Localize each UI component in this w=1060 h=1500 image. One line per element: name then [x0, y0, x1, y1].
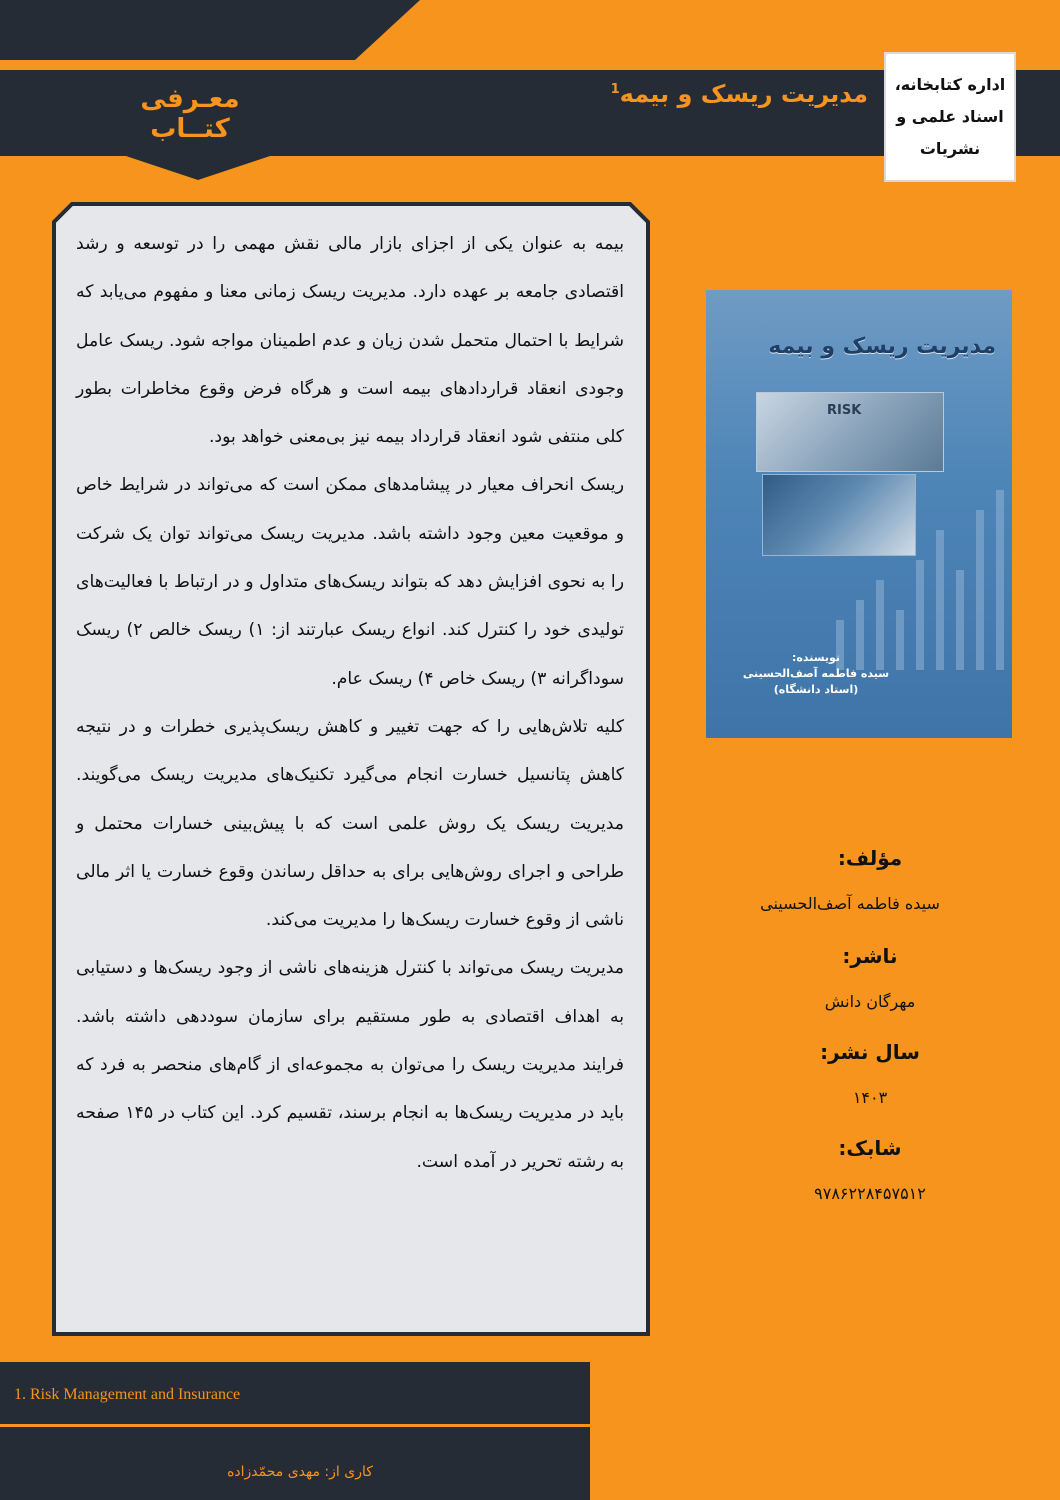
footer-banner: [0, 1362, 1060, 1500]
section-label: معـرفی کتــاب: [140, 84, 240, 144]
book-title-heading: [508, 80, 868, 108]
year-value: ۱۴۰۳: [852, 1088, 888, 1107]
isbn-label: شابک:: [838, 1136, 902, 1160]
cover-title: مدیریت ریسک و بیمه: [768, 334, 996, 359]
cover-author-name: سیده فاطمه آصف‌الحسینی: [742, 667, 890, 680]
description-paragraph: ریسک انحراف معیار در پیشامدهای ممکن است که می‌تواند در شرایط خاص و موقعیت معین وجود داشته باشد. مدیریت ریسک می‌تواند توان یک شرکت را به نحوی افزایش دهد که بتواند ریسک‌های متداول و در ارتباط با فعالیت‌های تولیدی خود را کنترل کند. انواع ریسک عبارتند از: ۱) ریسک خالص ۲) ریسک سوداگرانه ۳) ریسک خاص ۴) ریسک عام.: [76, 475, 624, 689]
cover-bar-chart-graphic: [706, 470, 1012, 670]
cover-author-block: [716, 650, 916, 698]
footnote-text: 1. Risk Management and Insurance: [14, 1386, 241, 1403]
book-title-text: مدیریت ریسک و بیمه: [619, 80, 868, 108]
description-paragraph: مدیریت ریسک می‌تواند با کنترل هزینه‌های ناشی از وجود ریسک‌ها و دستیابی به اهداف اقتصادی به طور مستقیم برای سازمان سوددهی داشته باشد. فرایند مدیریت ریسک را می‌توان به مجموعه‌ای از گام‌های منحصر به فرد که باید در مدیریت ریسک‌ها به انجام برسند، تقسیم کرد. این کتاب در ۱۴۵ صفحه به رشته تحریر در آمده است.: [76, 958, 624, 1172]
credit-text: کاری از: مهدی محمّدزاده: [227, 1464, 373, 1480]
cover-author-label: نویسنده:: [791, 651, 841, 664]
footnote-mark: 1: [610, 82, 620, 97]
cover-photo-word: RISK: [827, 403, 862, 418]
publisher-label: ناشر:: [842, 944, 898, 968]
office-name-box: اداره کتابخانه، اسناد علمی و نشریات: [884, 52, 1016, 182]
cover-author-role: (استاد دانشگاه): [773, 683, 859, 696]
isbn-value: ۹۷۸۶۲۲۸۴۵۷۵۱۲: [814, 1184, 926, 1203]
book-description: [76, 220, 624, 1310]
cover-photo-top: [756, 392, 944, 472]
year-label: سال نشر:: [820, 1040, 920, 1064]
book-cover-image: [706, 290, 1012, 738]
author-value: سیده فاطمه آصف‌الحسینی: [760, 894, 940, 913]
description-paragraph: کلیه تلاش‌هایی را که جهت تغییر و کاهش ریسک‌پذیری خطرات و در نتیجه کاهش پتانسیل خسارت انجام می‌گیرد تکنیک‌های مدیریت ریسک می‌گویند. مدیریت ریسک یک روش علمی است که با پیش‌بینی خسارات محتمل و طراحی و اجرای روش‌هایی برای به حداقل رساندن وقوع خسارت یا اثر مالی ناشی از وقوع خسارت ریسک‌ها را مدیریت می‌کند.: [76, 716, 624, 931]
publisher-value: مهرگان دانش: [824, 992, 916, 1011]
description-paragraph: بیمه به عنوان یکی از اجزای بازار مالی نقش مهمی را در توسعه و رشد اقتصادی جامعه بر عهده دارد. مدیریت ریسک زمانی معنا و مفهوم می‌یابد که شرایط با احتمال متحمل شدن زیان و عدم اطمینان مواجه شود. ریسک عامل وجودی انعقاد قراردادهای بیمه است و هرگاه فرض وقوع مخاطرات بطور کلی منتفی شود انعقاد قرارداد بیمه نیز بی‌معنی خواهد بود.: [76, 234, 624, 448]
author-label: مؤلف:: [837, 846, 903, 870]
